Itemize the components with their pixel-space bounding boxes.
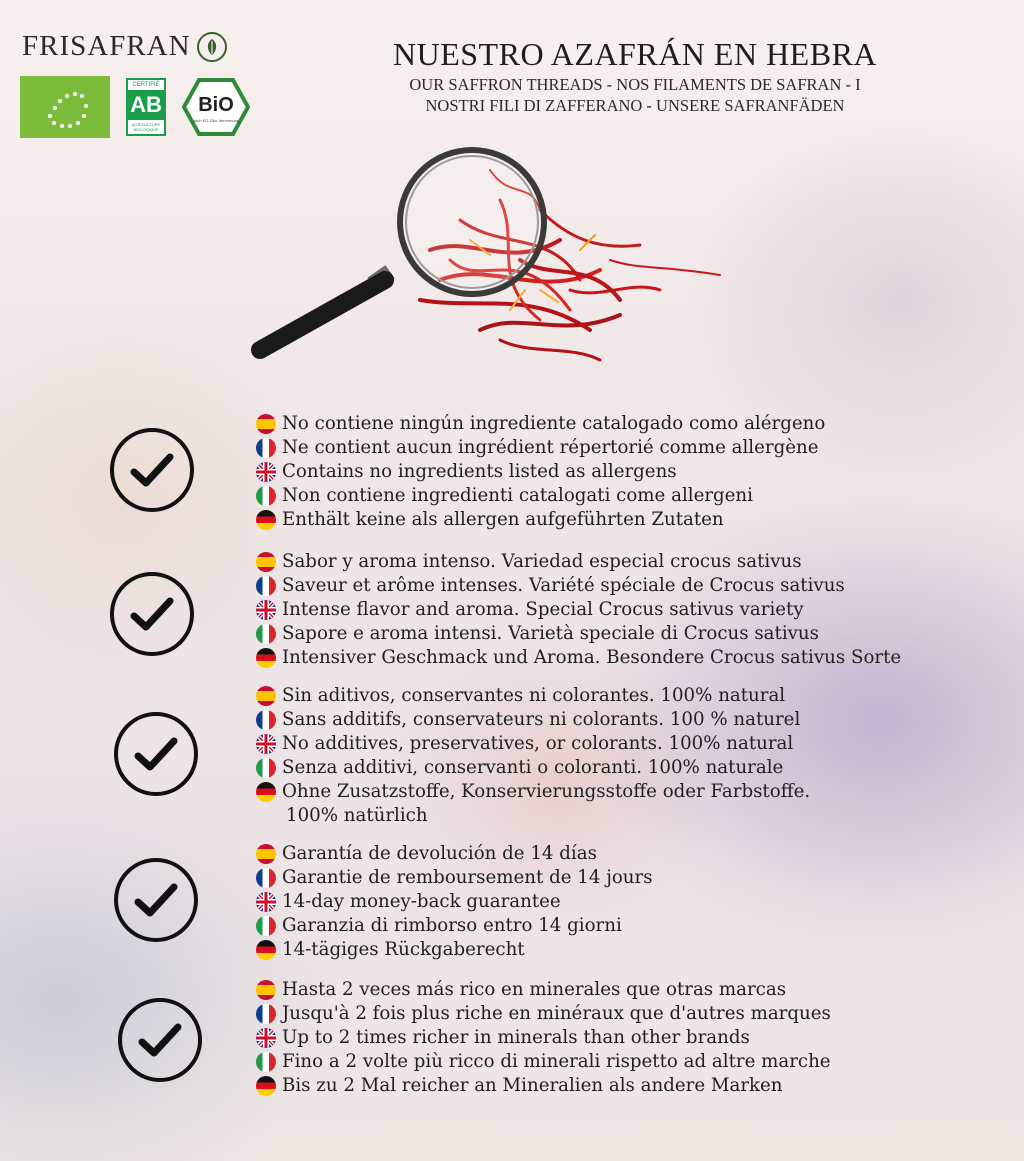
feature-line bbox=[256, 842, 653, 866]
feature-block bbox=[256, 978, 831, 1098]
flag-it-icon bbox=[256, 916, 276, 936]
feature-text: Garantía de devolución de 14 días bbox=[282, 843, 597, 864]
feature-line bbox=[256, 684, 810, 708]
flag-es-icon bbox=[256, 686, 276, 706]
certification-logos bbox=[20, 76, 250, 138]
feature-line bbox=[256, 598, 901, 622]
flag-it-icon bbox=[256, 486, 276, 506]
flag-it-icon bbox=[256, 624, 276, 644]
feature-line bbox=[256, 804, 810, 828]
feature-line bbox=[256, 508, 825, 532]
feature-line bbox=[256, 550, 901, 574]
check-icon bbox=[118, 998, 202, 1082]
feature-block bbox=[256, 842, 653, 962]
hero-saffron-image bbox=[240, 140, 760, 390]
feature-line bbox=[256, 460, 825, 484]
svg-text:BiO: BiO bbox=[198, 94, 234, 116]
flag-de-icon bbox=[256, 782, 276, 802]
flag-fr-icon bbox=[256, 1004, 276, 1024]
feature-text: No contiene ningún ingrediente catalogado como alérgeno bbox=[282, 413, 826, 434]
flag-es-icon bbox=[256, 980, 276, 1000]
flag-uk-icon bbox=[256, 600, 276, 620]
feature-text: Non contiene ingredienti catalogati come allergeni bbox=[282, 485, 753, 506]
brand-logo bbox=[22, 30, 227, 63]
feature-line bbox=[256, 780, 810, 804]
flag-es-icon bbox=[256, 844, 276, 864]
feature-text: Sin aditivos, conservantes ni colorantes. 100% natural bbox=[282, 685, 786, 706]
feature-line bbox=[256, 646, 901, 670]
feature-text: Ne contient aucun ingrédient répertorié comme allergène bbox=[282, 437, 819, 458]
feature-line bbox=[256, 732, 810, 756]
flag-de-icon bbox=[256, 1076, 276, 1096]
page-subtitle-1: OUR SAFFRON THREADS - NOS FILAMENTS DE SAFRAN - I bbox=[409, 75, 861, 94]
svg-text:nach EG-Öko-Verordnung: nach EG-Öko-Verordnung bbox=[192, 118, 240, 123]
feature-text: Senza additivi, conservanti o coloranti. 100% naturale bbox=[282, 757, 784, 778]
bio-logo bbox=[182, 78, 250, 136]
flag-fr-icon bbox=[256, 438, 276, 458]
feature-line bbox=[256, 914, 653, 938]
check-icon bbox=[110, 572, 194, 656]
feature-line bbox=[256, 1074, 831, 1098]
header bbox=[350, 36, 920, 115]
flag-de-icon bbox=[256, 510, 276, 530]
feature-line bbox=[256, 412, 825, 436]
feature-text: Garantie de remboursement de 14 jours bbox=[282, 867, 653, 888]
feature-text: Fino a 2 volte più ricco di minerali rispetto ad altre marche bbox=[282, 1051, 831, 1072]
feature-line bbox=[256, 574, 901, 598]
flag-fr-icon bbox=[256, 576, 276, 596]
feature-line bbox=[256, 1002, 831, 1026]
check-icon bbox=[110, 428, 194, 512]
check-icon bbox=[114, 858, 198, 942]
flag-de-icon bbox=[256, 940, 276, 960]
feature-line bbox=[256, 1050, 831, 1074]
flag-uk-icon bbox=[256, 734, 276, 754]
flag-uk-icon bbox=[256, 892, 276, 912]
feature-text: No additives, preservatives, or colorants. 100% natural bbox=[282, 733, 794, 754]
flag-es-icon bbox=[256, 414, 276, 434]
feature-line bbox=[256, 708, 810, 732]
feature-text: Sapore e aroma intensi. Varietà speciale di Crocus sativus bbox=[282, 623, 819, 644]
feature-text: Up to 2 times richer in minerals than other brands bbox=[282, 1027, 750, 1048]
feature-text: Hasta 2 veces más rico en minerales que otras marcas bbox=[282, 979, 787, 1000]
feature-line bbox=[256, 1026, 831, 1050]
feature-line bbox=[256, 978, 831, 1002]
feature-text: Saveur et arôme intenses. Variété spéciale de Crocus sativus bbox=[282, 575, 845, 596]
ab-logo: CERTIFIÉ AB AGRICULTURE BIOLOGIQUE bbox=[126, 78, 166, 136]
feature-text: Bis zu 2 Mal reicher an Mineralien als andere Marken bbox=[282, 1075, 783, 1096]
eu-organic-logo bbox=[20, 76, 110, 138]
feature-line bbox=[256, 866, 653, 890]
check-icon bbox=[114, 712, 198, 796]
feature-line bbox=[256, 890, 653, 914]
flag-it-icon bbox=[256, 1052, 276, 1072]
feature-block bbox=[256, 550, 901, 670]
feature-line bbox=[256, 756, 810, 780]
feature-text: Ohne Zusatzstoffe, Konservierungsstoffe oder Farbstoffe. bbox=[282, 781, 811, 802]
feature-text: Contains no ingredients listed as allergens bbox=[282, 461, 677, 482]
flag-uk-icon bbox=[256, 1028, 276, 1048]
flag-fr-icon bbox=[256, 710, 276, 730]
feature-block bbox=[256, 412, 825, 532]
leaf-icon bbox=[197, 32, 227, 62]
feature-text: Intense flavor and aroma. Special Crocus sativus variety bbox=[282, 599, 804, 620]
flag-de-icon bbox=[256, 648, 276, 668]
feature-text: 100% natürlich bbox=[286, 805, 428, 826]
feature-text: Garanzia di rimborso entro 14 giorni bbox=[282, 915, 622, 936]
feature-text: Enthält keine als allergen aufgeführten Zutaten bbox=[282, 509, 724, 530]
flag-uk-icon bbox=[256, 462, 276, 482]
flag-fr-icon bbox=[256, 868, 276, 888]
feature-text: Sabor y aroma intenso. Variedad especial crocus sativus bbox=[282, 551, 802, 572]
feature-text: 14-tägiges Rückgaberecht bbox=[282, 939, 525, 960]
feature-text: Jusqu'à 2 fois plus riche en minéraux que d'autres marques bbox=[282, 1003, 831, 1024]
flag-es-icon bbox=[256, 552, 276, 572]
feature-line bbox=[256, 622, 901, 646]
flag-it-icon bbox=[256, 758, 276, 778]
page-title: NUESTRO AZAFRÁN EN HEBRA bbox=[392, 36, 878, 72]
feature-line bbox=[256, 938, 653, 962]
feature-line bbox=[256, 436, 825, 460]
feature-text: Sans additifs, conservateurs ni colorants. 100 % naturel bbox=[282, 709, 801, 730]
feature-text: Intensiver Geschmack und Aroma. Besondere Crocus sativus Sorte bbox=[282, 647, 902, 668]
feature-text: 14-day money-back guarantee bbox=[282, 891, 561, 912]
feature-line bbox=[256, 484, 825, 508]
feature-block bbox=[256, 684, 810, 828]
page-subtitle-2: NOSTRI FILI DI ZAFFERANO - UNSERE SAFRANFÄDEN bbox=[425, 96, 845, 115]
brand-name: FRISAFRAN bbox=[22, 30, 191, 62]
